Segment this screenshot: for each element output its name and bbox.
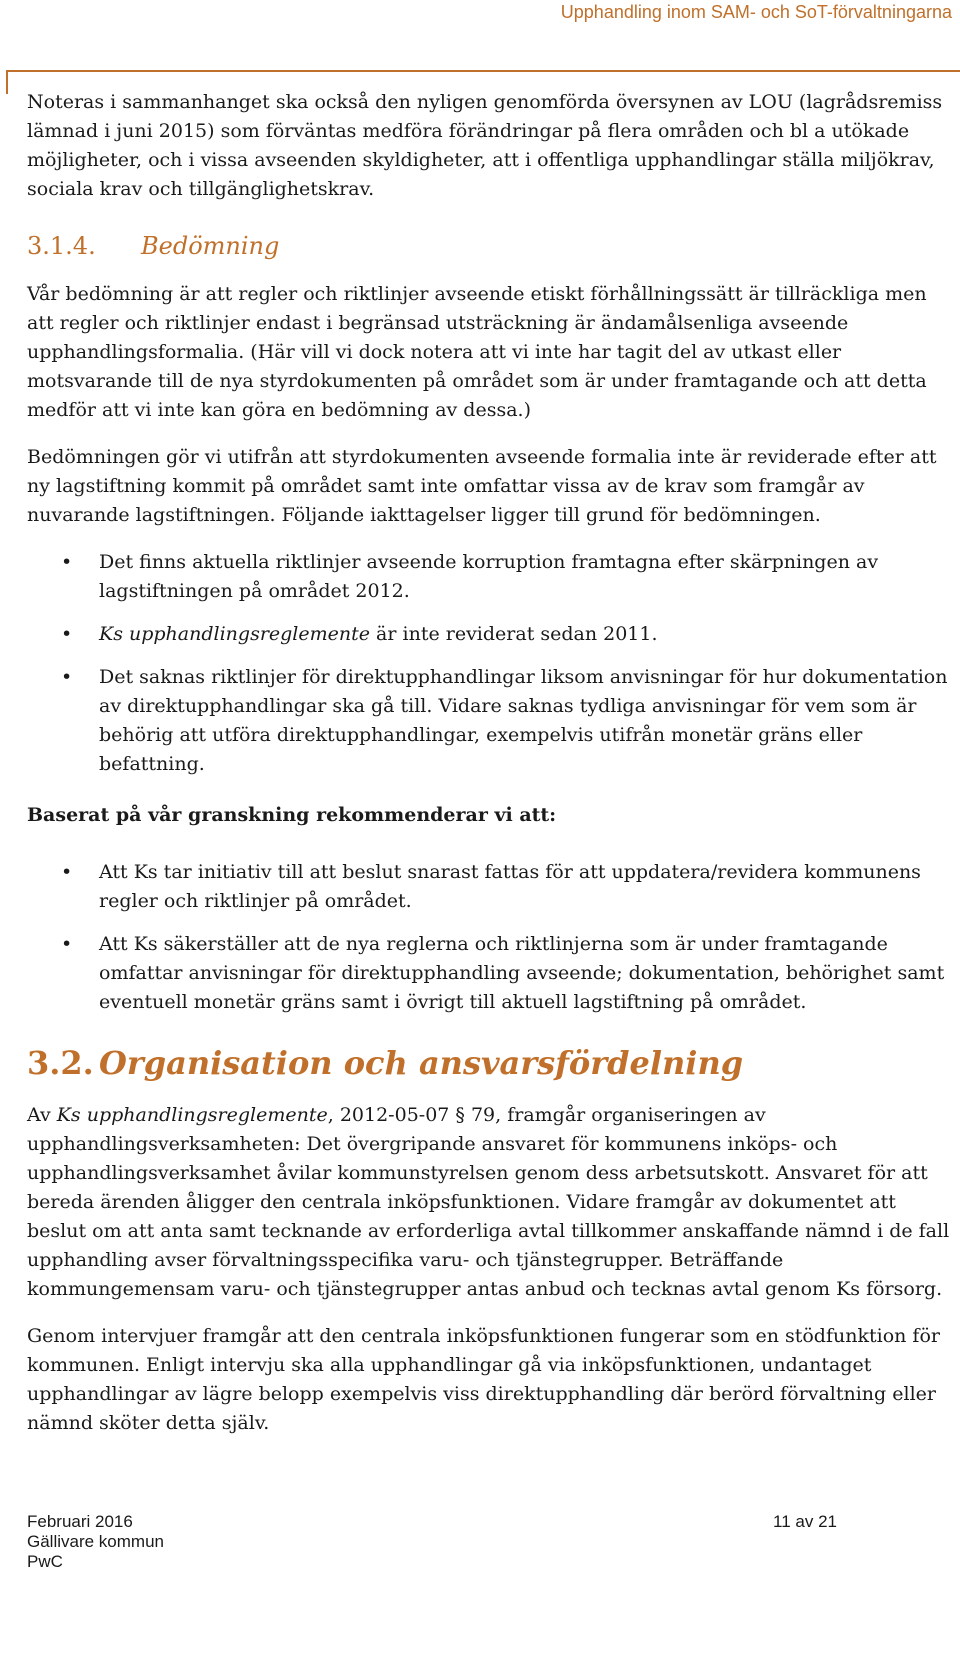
section-heading-3-2	[27, 1043, 952, 1083]
header-corner-mark	[6, 70, 8, 94]
footer-company: PwC	[27, 1552, 63, 1571]
section-number: 3.2.	[27, 1044, 94, 1082]
footer-municipality: Gällivare kommun	[27, 1532, 164, 1551]
document-title-italic: Ks upphandlingsreglemente	[99, 623, 371, 645]
list-item	[27, 930, 952, 1017]
section-title: Bedömning	[141, 232, 280, 260]
header-rule	[6, 70, 960, 72]
list-item	[27, 858, 952, 916]
assessment-paragraph-1: Vår bedömning är att regler och riktlinjer avseende etiskt förhållningssätt är tillräckliga men att regler och riktlinjer endast i begränsad utsträckning är ändamålsenliga avseende upphandlingsformalia. (Här vill vi dock notera att vi inte har tagit del av utkast eller motsvarande till de nya styrdokumenten på området som är under framtagande och att detta medför att vi inte kan göra en bedömning av dessa.)	[27, 283, 927, 421]
observations-list	[27, 548, 952, 779]
organisation-paragraph-2: Genom intervjuer framgår att den centrala inköpsfunktionen fungerar som en stödfunktion för kommunen. Enligt intervju ska alla upphandlingar gå via inköpsfunktionen, undantaget upphandlingar av lägre belopp exempelvis viss direktupphandling där berörd förvaltning eller nämnd sköter detta själv.	[27, 1325, 940, 1434]
section-title: Organisation och ansvarsfördelning	[99, 1044, 744, 1082]
document-title-italic: Ks upphandlingsreglemente	[56, 1104, 328, 1126]
list-item	[27, 663, 952, 779]
page-content	[27, 88, 952, 1456]
organisation-paragraph-1	[27, 1101, 952, 1304]
paragraph-text: Av	[27, 1104, 57, 1126]
bullet-icon: •	[61, 551, 73, 573]
footer-date: Februari 2016	[27, 1512, 133, 1531]
assessment-paragraph-2: Bedömningen gör vi utifrån att styrdokumenten avseende formalia inte är reviderade efter att ny lagstiftning kommit på området samt inte omfattar vissa av de krav som framgår av nuvarande lagstiftningen. Följande iakttagelser ligger till grund för bedömningen.	[27, 446, 937, 526]
list-item	[27, 548, 952, 606]
list-item-text: Det saknas riktlinjer för direktupphandlingar liksom anvisningar för hur dokumentation av direktupphandlingar ska gå till. Vidare saknas tydliga anvisningar för vem som är behörig att utföra direktupphandlingar, exempelvis utifrån monetär gräns eller befattning.	[99, 666, 948, 775]
bullet-icon: •	[61, 861, 73, 883]
list-item	[27, 620, 952, 649]
running-header: Upphandling inom SAM- och SoT-förvaltningarna	[560, 2, 952, 22]
bullet-icon: •	[61, 666, 73, 688]
intro-paragraph: Noteras i sammanhanget ska också den nyligen genomförda översynen av LOU (lagrådsremiss lämnad i juni 2015) som förväntas medföra förändringar på flera områden och bl a utökade möjligheter, och i vissa avseenden skyldigheter, att i offentliga upphandlingar ställa miljökrav, sociala krav och tillgänglighetskrav.	[27, 91, 943, 200]
section-heading-3-1-4	[27, 230, 952, 262]
bullet-icon: •	[61, 933, 73, 955]
section-number: 3.1.4.	[27, 232, 96, 260]
paragraph-text: , 2012-05-07 § 79, framgår organiseringen av upphandlingsverksamheten: Det övergripande ansvaret för kommunens inköps- och upphandlingsverksamhet åvilar kommunstyrelsen genom dess arbetsutskott. Ansvaret för att bereda ärenden åligger den centrala inköpsfunktionen. Vidare framgår av dokumentet att beslut om att anta samt tecknande av erforderliga avtal tillkommer anskaffande nämnd i de fall upphandling avser förvaltningsspecifika varu- och tjänstegrupper. Beträffande kommungemensam varu- och tjänstegrupper antas anbud och tecknas avtal genom Ks försorg.	[27, 1104, 950, 1300]
list-item-text: är inte reviderat sedan 2011.	[370, 623, 658, 645]
bullet-icon: •	[61, 623, 73, 645]
list-item-text: Det finns aktuella riktlinjer avseende korruption framtagna efter skärpningen av lagstiftningen på området 2012.	[99, 551, 879, 602]
list-item-text: Att Ks säkerställer att de nya reglerna och riktlinjerna som är under framtagande omfattar anvisningar för direktupphandling avseende; dokumentation, behörighet samt eventuell monetär gräns samt i övrigt till aktuell lagstiftning på området.	[99, 933, 945, 1013]
page-number: 11 av 21	[773, 1512, 837, 1531]
list-item-text: Att Ks tar initiativ till att beslut snarast fattas för att uppdatera/revidera kommunens regler och riktlinjer på området.	[99, 861, 921, 912]
recommendations-heading: Baserat på vår granskning rekommenderar vi att:	[27, 804, 557, 826]
page-footer	[27, 1512, 837, 1572]
recommendations-list	[27, 858, 952, 1017]
